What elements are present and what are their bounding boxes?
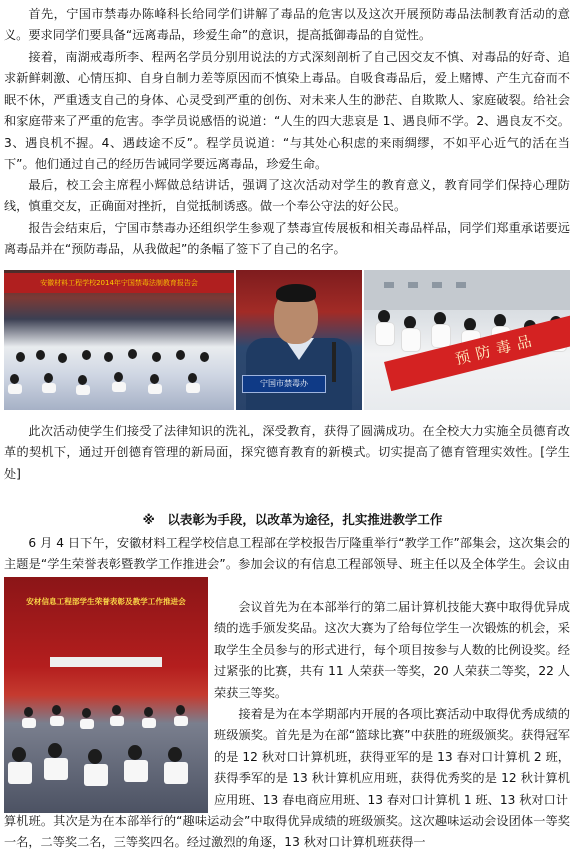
paragraph-meeting-intro: 6 月 4 日下午，安徽材料工程学校信息工程部在学校报告厅隆重举行“教学工作”部集会，这次集会的主题是“学生荣誉表彰暨教学工作推进会”。参加会议的有信息工程部领导、班主任以及全体学生。会议由 (4, 536, 570, 572)
lecture-banner: 安徽材料工程学校2014年宁国禁毒法制教育报告会 (4, 273, 234, 293)
speaker-nameplate: 宁国市禁毒办 (242, 375, 326, 393)
paragraph-award-classes-continued: 算机班。其次是为在本部举行的“趣味运动会”中取得优异成绩的班级颁奖。这次趣味运动会设团体一等奖一名，二等奖二名，三等奖四名。经过激烈的角逐，13 秋对口计算机班获得一 (4, 814, 570, 850)
paragraph-conclusion: 此次活动使学生们接受了法律知识的洗礼，深受教育，获得了圆满成功。在全校大力实施全员德育改革的契机下，通过开创德育管理的新局面，探究德育教育的新模式。切实提高了德育管理实效性。[学生处] (4, 424, 570, 481)
award-meeting-photo (4, 577, 208, 813)
paragraph-after-report: 报告会结束后，宁国市禁毒办还组织学生参观了禁毒宣传展板和相关毒品样品，同学们郑重承诺要远离毒品并在“预防毒品，从我做起”的条幅了签下了自己的名字。 (4, 221, 570, 257)
signing-banner: 预防毒品 (384, 294, 570, 391)
section-headline: ※ 以表彰为手段，以改革为途径，扎实推进教学工作 (142, 512, 443, 527)
speaker-photo (236, 270, 362, 410)
paragraph-intro-first: 首先，宁国市禁毒办陈峰科长给同学们讲解了毒品的危害以及这次开展预防毒品法制教育活动的意义。要求同学们要具备“远离毒品，珍爱生命”的意识，提高抵御毒品的自觉性。 (4, 7, 570, 43)
paragraph-summary: 最后，校工会主席程小辉做总结讲话，强调了这次活动对学生的教育意义，教育同学们保持心理防线，慎重交友，正确面对挫折，自觉抵制诱惑。做一个奉公守法的好公民。 (4, 178, 570, 214)
lecture-hall-photo (4, 270, 234, 410)
signing-banner-photo (364, 270, 570, 410)
paragraph-award-classes-head (214, 704, 570, 811)
paragraph-students-testimony: 接着，南湖戒毒所李、程两名学员分别用说法的方式深刻剖析了自己因交友不慎、对毒品的好奇、追求新鲜刺激、心情压抑、自身自制力差等原因而不慎染上毒品。自吸食毒品后，爱上赌博、产生亢奋而不眠不休，严重透支自己的身体、心灵受到严重的创伤、对未来人生的渺茫、自欺欺人、家庭破裂。给社会和家庭带来了严重的危害。李学员说感悟的说道：“人生的四大悲哀是 1、遇良师不学。2、遇良友不交。3、遇良机不握。4、遇歧途不反”。程学员说道：“与其处心积虑的来雨绸缪，不如平心近气的活在当下”。他们通过自己的经历告诫同学要远离毒品，珍爱生命。 (4, 50, 570, 172)
paragraph-award-classes-text: 接着是为在本学期部内开展的各项比赛活动中取得优秀成绩的班级颁奖。首先是为在部“篮球比赛”中获胜的班级颁奖。获得冠军的是 12 秋对口计算机班，获得亚军的是 13 春对口计算机 2 班，获得季军的是 13 秋计算机应用班，获得优秀奖的是 12 秋计算机应用班、13 春电商应用班、13 春对口计算机 1 班、13 秋对口计 (214, 707, 570, 807)
paragraph-award-skills: 会议首先为在本部举行的第二届计算机技能大赛中取得优异成绩的选手颁发奖品。这次大赛为了给每位学生一次锻炼的机会，采取学生全员参与的形式进行，每个项目按参与人数的比例设奖。经过紧张的比赛，共有 11 人荣获一等奖，20 人荣获二等奖，22 人荣获三等奖。 (214, 600, 570, 700)
award-meeting-banner: 安材信息工程部学生荣誉表彰及教学工作推进会 (26, 597, 186, 606)
